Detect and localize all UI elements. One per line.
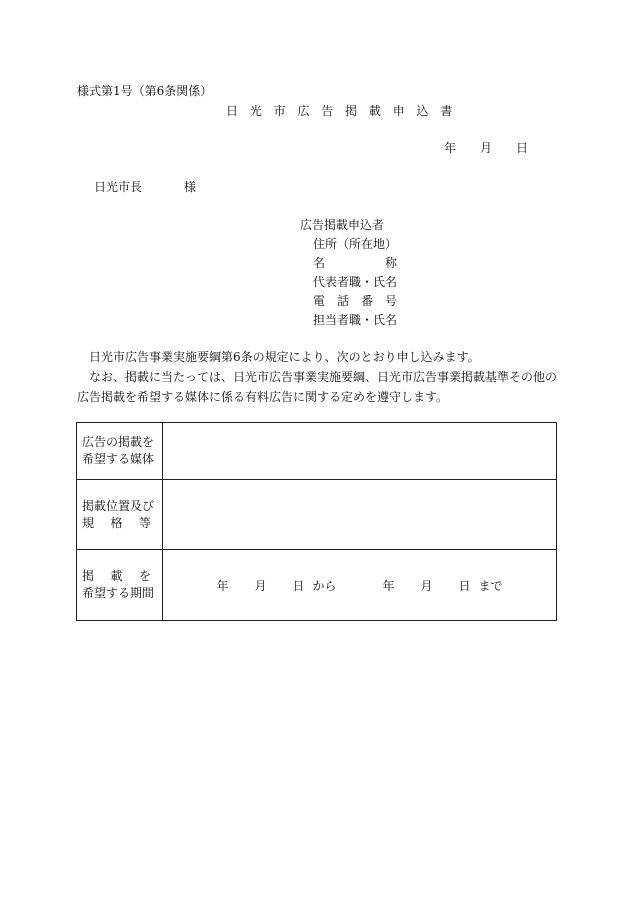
period-start-day: 日 [292,578,305,593]
declaration-line-2: なお、掲載に当たっては、日光市広告事業実施要綱、日光市広告事業掲載基準その他の [77,370,558,384]
applicant-heading: 広告掲載申込者 [300,218,385,232]
period-range [163,577,556,594]
addressee [94,180,196,194]
phone-char-1: 電 [313,294,326,308]
period-input-cell[interactable] [163,550,557,621]
period-end-year: 年 [382,578,395,593]
medium-input-cell[interactable] [163,423,557,480]
date-year: 年 [444,141,457,155]
applicant-representative-label: 代表者職・氏名 [313,275,398,289]
date-line [444,141,528,155]
period-char-3: を [138,569,151,583]
applicant-address-label: 住所（所在地） [313,237,398,251]
table-row-medium [77,423,557,480]
applicant-phone-label [313,294,397,308]
position-label-line-1: 掲載位置及び [82,498,155,513]
addressee-honorific: 様 [184,180,197,194]
period-char-2: 載 [110,569,123,583]
period-char-1: 掲 [82,569,95,583]
period-start-month: 月 [254,578,267,593]
table-row-period [77,550,557,621]
declaration-line-3: 広告掲載を希望する媒体に係る有料広告に関する定めを遵守します。 [77,390,449,404]
period-end-month: 月 [420,578,433,593]
position-input-cell[interactable] [163,480,557,550]
phone-char-3: 番 [360,294,373,308]
period-label-line-1 [82,568,151,585]
name-char-2: 称 [384,256,397,270]
period-start-year: 年 [216,578,229,593]
applicant-name-label [313,256,397,270]
form-number: 様式第1号（第6条関係） [77,84,213,98]
period-label-line-2: 希望する期間 [82,586,155,600]
period-label [77,550,163,621]
position-label [77,480,163,550]
position-label-line-2 [82,515,151,532]
period-end-day: 日 [458,578,471,593]
declaration-text [77,347,557,407]
addressee-name: 日光市長 [94,180,143,194]
table-row-position [77,480,557,550]
page-title: 日 光 市 広 告 掲 載 申 込 書 [226,104,457,118]
medium-label-line-1: 広告の掲載を [82,435,155,449]
period-from: から [312,578,337,593]
position-char-3: 等 [138,515,151,530]
position-char-1: 規 [82,515,95,530]
application-table [76,422,557,621]
medium-label-line-2: 希望する媒体 [82,452,155,466]
date-month: 月 [480,141,493,155]
applicant-contact-label: 担当者職・氏名 [313,313,398,327]
period-until: まで [478,578,503,593]
date-day: 日 [516,141,529,155]
phone-char-2: 話 [336,294,349,308]
declaration-line-1: 日光市広告事業実施要綱第6条の規定により、次のとおり申し込みます。 [77,350,480,364]
position-char-2: 格 [110,515,123,530]
name-char-1: 名 [313,256,326,270]
phone-char-4: 号 [384,294,397,308]
medium-label [77,423,163,480]
